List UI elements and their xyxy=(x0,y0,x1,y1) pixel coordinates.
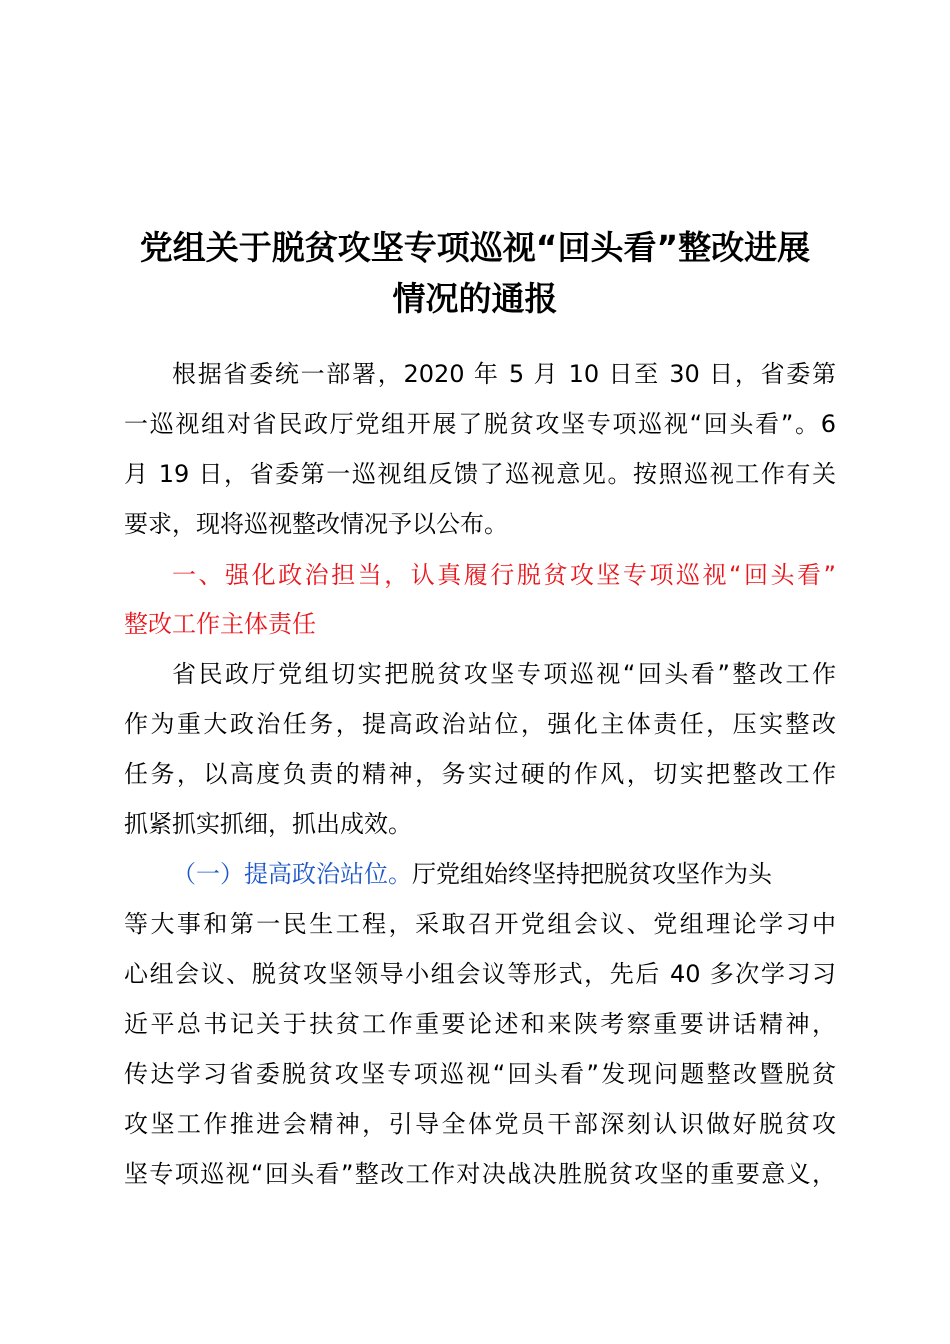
paragraph-2-line-2: 作为重大政治任务，提高政治站位，强化主体责任，压实整改 xyxy=(124,710,836,738)
paragraph-3-line-3: 心组会议、脱贫攻坚领导小组会议等形式，先后 40 多次学习习 xyxy=(124,960,836,988)
paragraph-3-line-7: 坚专项巡视“回头看”整改工作对决战决胜脱贫攻坚的重要意义， xyxy=(124,1160,836,1188)
paragraph-1-line-3: 月 19 日，省委第一巡视组反馈了巡视意见。按照巡视工作有关 xyxy=(124,460,836,488)
paragraph-3-line-1 xyxy=(172,858,772,890)
section-heading-1-line-1: 一、强化政治担当，认真履行脱贫攻坚专项巡视“回头看” xyxy=(172,561,836,589)
subheading-lead: （一）提高政治站位。 xyxy=(172,860,412,888)
document-title-line-1: 党组关于脱贫攻坚专项巡视“回头看”整改进展 xyxy=(139,228,811,267)
section-heading-1-line-2: 整改工作主体责任 xyxy=(124,610,316,638)
paragraph-3-line-2: 等大事和第一民生工程，采取召开党组会议、党组理论学习中 xyxy=(124,910,836,938)
paragraph-2-line-4: 抓紧抓实抓细，抓出成效。 xyxy=(124,810,412,838)
paragraph-3-line-4: 近平总书记关于扶贫工作重要论述和来陕考察重要讲话精神， xyxy=(124,1010,836,1038)
paragraph-3-line-1-text: 厅党组始终坚持把脱贫攻坚作为头 xyxy=(412,860,772,888)
paragraph-1-line-4: 要求，现将巡视整改情况予以公布。 xyxy=(124,510,508,538)
paragraph-3-line-6: 攻坚工作推进会精神，引导全体党员干部深刻认识做好脱贫攻 xyxy=(124,1110,836,1138)
paragraph-1-line-1: 根据省委统一部署，2020 年 5 月 10 日至 30 日，省委第 xyxy=(172,360,836,388)
paragraph-1-line-2: 一巡视组对省民政厅党组开展了脱贫攻坚专项巡视“回头看”。6 xyxy=(124,410,836,438)
paragraph-3-line-5: 传达学习省委脱贫攻坚专项巡视“回头看”发现问题整改暨脱贫 xyxy=(124,1060,836,1088)
paragraph-2-line-1: 省民政厅党组切实把脱贫攻坚专项巡视“回头看”整改工作 xyxy=(172,660,836,688)
document-title-line-2: 情况的通报 xyxy=(392,279,558,318)
paragraph-2-line-3: 任务，以高度负责的精神，务实过硬的作风，切实把整改工作 xyxy=(124,760,836,788)
